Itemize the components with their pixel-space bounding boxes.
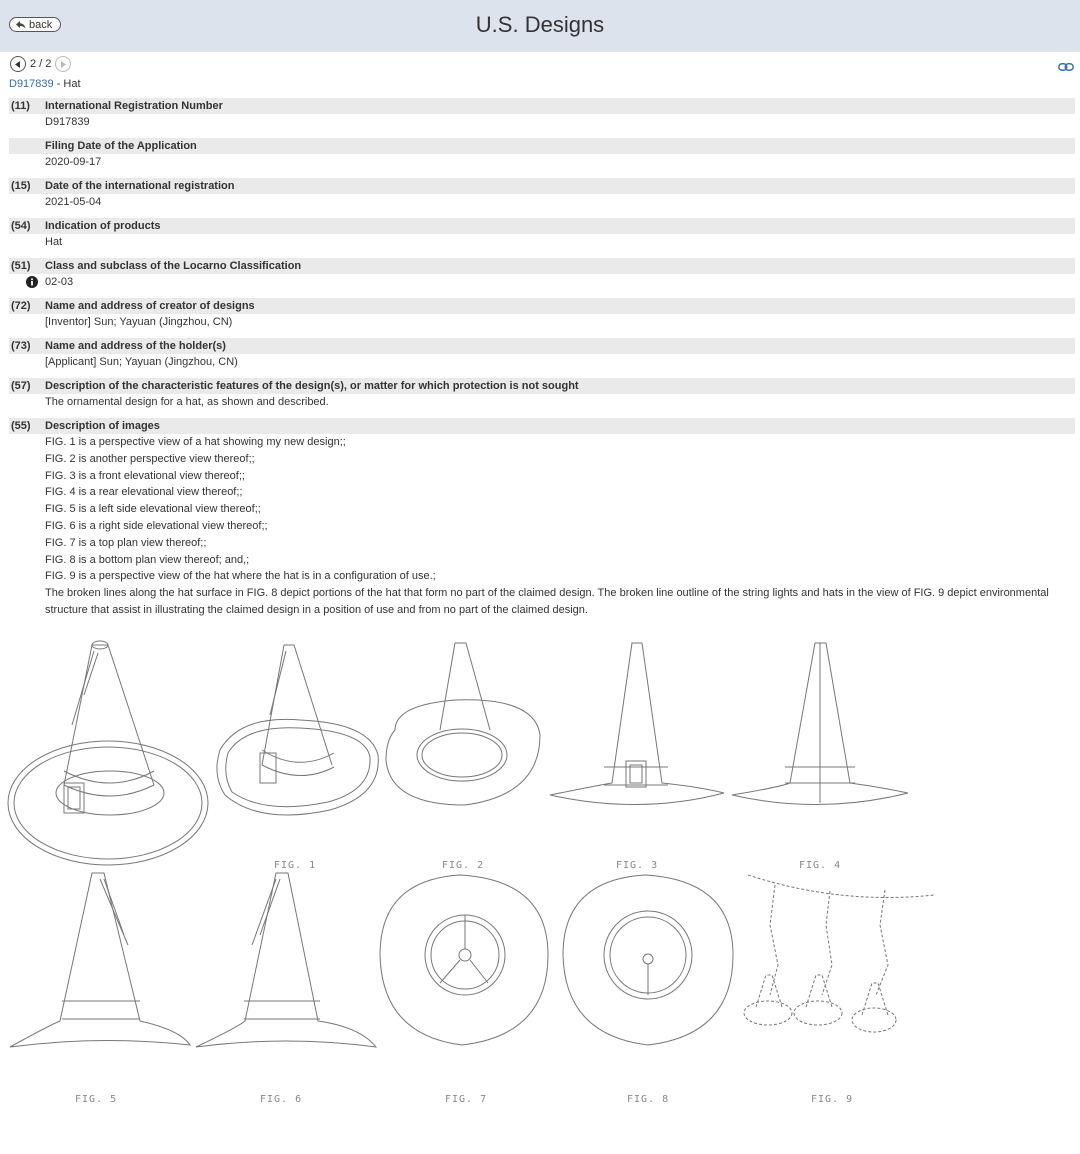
fig-use-drawing — [744, 875, 934, 1032]
field-value: 2021-05-04 — [45, 196, 102, 208]
header-bar — [0, 0, 1080, 52]
permalink-button[interactable] — [1058, 60, 1074, 74]
prev-button[interactable] — [10, 56, 26, 72]
field-description-of-images — [9, 418, 1075, 619]
field-code: (51) — [11, 260, 31, 272]
fig2-drawing — [217, 645, 378, 815]
field-label: Indication of products — [45, 220, 161, 232]
design-drawings — [0, 635, 1080, 1115]
field-description — [9, 378, 1075, 411]
field-code: (73) — [11, 340, 31, 352]
image-description-line: FIG. 3 is a front elevational view thereof;; — [45, 469, 245, 482]
pager-text: 2 / 2 — [30, 58, 52, 70]
fig-label: FIG. 5 — [75, 1094, 118, 1105]
field-value: [Inventor] Sun; Yayuan (Jingzhou, CN) — [45, 316, 233, 328]
image-description-line: FIG. 5 is a left side elevational view thereof;; — [45, 503, 261, 516]
field-code: (55) — [11, 420, 31, 432]
field-filing-date — [9, 138, 1075, 171]
fig5-drawing — [732, 643, 908, 805]
field-value: D917839 — [45, 116, 90, 128]
image-description-line: FIG. 9 is a perspective view of the hat where the hat is in a configuration of use.; — [45, 570, 436, 583]
image-description-line: FIG. 8 is a bottom plan view thereof; and,; — [45, 553, 250, 566]
fig-label: FIG. 2 — [442, 860, 485, 871]
fig-label: FIG. 3 — [616, 860, 659, 871]
field-code: (72) — [11, 300, 31, 312]
image-descriptions — [9, 434, 1075, 619]
field-holder — [9, 338, 1075, 371]
fig-label: FIG. 9 — [811, 1094, 854, 1105]
field-registration-date — [9, 178, 1075, 211]
fig9-drawing — [563, 875, 733, 1045]
fig8-drawing — [380, 875, 548, 1045]
field-creator — [9, 298, 1075, 331]
field-label: Class and subclass of the Locarno Classification — [45, 260, 302, 272]
fig-label: FIG. 1 — [274, 860, 317, 871]
chain-link-icon — [1058, 63, 1074, 71]
image-description-line: The broken lines along the hat surface in FIG. 8 depict portions of the hat that form no part of the claimed design. The broken line outline of the string lights and hats in the view of FIG. 9 depict environmental structure that assist in illustrating the claimed design in a position of use and from no part of the claimed design. — [45, 587, 1049, 616]
field-label: Filing Date of the Application — [45, 140, 197, 152]
image-description-line: FIG. 6 is a right side elevational view thereof;; — [45, 519, 268, 532]
fig3-drawing — [386, 643, 540, 805]
field-code: (54) — [11, 220, 31, 232]
field-label: Name and address of creator of designs — [45, 300, 255, 312]
document-title-suffix: - Hat — [53, 78, 81, 90]
document-title — [9, 78, 81, 90]
field-value: The ornamental design for a hat, as shown and described. — [45, 396, 329, 408]
field-value: 02-03 — [45, 276, 74, 288]
prev-circle-icon — [15, 61, 21, 68]
next-circle-icon — [60, 61, 66, 68]
field-code: (15) — [11, 180, 31, 192]
fig6-drawing — [10, 873, 190, 1047]
field-label: Date of the international registration — [45, 180, 235, 192]
bibliographic-fields — [9, 98, 1075, 626]
fig-label: FIG. 7 — [445, 1094, 488, 1105]
next-button[interactable] — [55, 56, 71, 72]
design-drawings-image — [0, 635, 1080, 1115]
fig-label: FIG. 8 — [627, 1094, 670, 1105]
info-icon[interactable] — [26, 276, 38, 288]
image-description-line: FIG. 2 is another perspective view thereof;; — [45, 452, 255, 465]
fig-label: FIG. 4 — [799, 860, 842, 871]
fig1-drawing — [8, 641, 208, 865]
field-value: 2020-09-17 — [45, 156, 102, 168]
field-code: (11) — [11, 100, 30, 112]
field-locarno-class — [9, 258, 1075, 291]
fig7-drawing — [196, 873, 376, 1047]
field-indication-of-products — [9, 218, 1075, 251]
fig-labels — [75, 860, 853, 1105]
field-value: Hat — [45, 236, 63, 248]
page-title: U.S. Designs — [475, 12, 605, 37]
field-label: Description of images — [45, 420, 160, 432]
field-value: [Applicant] Sun; Yayuan (Jingzhou, CN) — [45, 356, 238, 368]
image-description-line: FIG. 7 is a top plan view thereof;; — [45, 536, 207, 549]
field-label: International Registration Number — [45, 100, 223, 112]
image-description-line: FIG. 1 is a perspective view of a hat showing my new design;; — [45, 436, 346, 448]
field-registration-number — [9, 98, 1075, 131]
image-description-line: FIG. 4 is a rear elevational view thereof;; — [45, 486, 243, 499]
back-label: back — [29, 18, 53, 31]
fig4-drawing — [550, 643, 724, 805]
pager — [10, 56, 71, 72]
field-label: Name and address of the holder(s) — [45, 340, 226, 352]
field-label: Description of the characteristic features of the design(s), or matter for which protection is not sought — [45, 380, 579, 392]
fig-label: FIG. 6 — [260, 1094, 303, 1105]
field-code: (57) — [11, 380, 31, 392]
document-number-link[interactable]: D917839 — [9, 78, 54, 90]
